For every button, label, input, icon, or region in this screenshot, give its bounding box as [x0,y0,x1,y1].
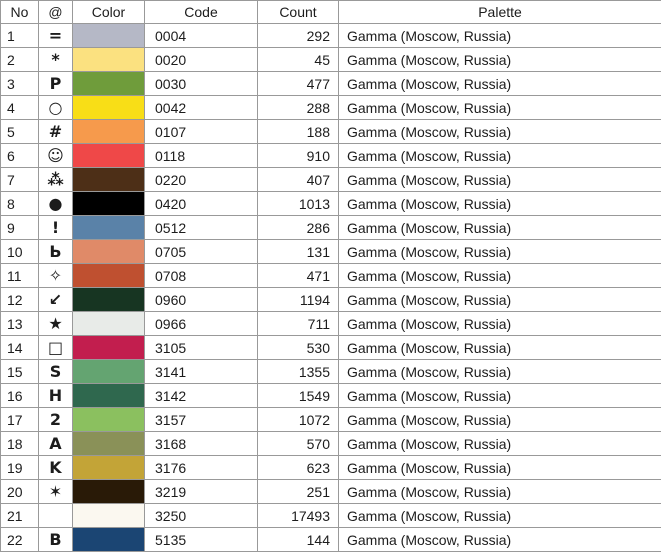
code-cell: 3105 [145,336,258,360]
count-cell: 477 [258,72,339,96]
symbol-cell: = [39,24,73,48]
code-cell: 0020 [145,48,258,72]
code-cell: 0042 [145,96,258,120]
palette-name-cell: Gamma (Moscow, Russia) [339,336,661,360]
table-row [1,96,661,120]
table-row [1,120,661,144]
table-row [1,456,661,480]
palette-name-cell: Gamma (Moscow, Russia) [339,288,661,312]
code-cell: 0705 [145,240,258,264]
symbol-cell: K [39,456,73,480]
count-cell: 570 [258,432,339,456]
symbol-cell: □ [39,336,73,360]
row-number-cell: 17 [1,408,39,432]
symbol-cell: ⁂ [39,168,73,192]
column-header-symbol: @ [39,1,73,24]
count-cell: 144 [258,528,339,552]
row-number-cell: 3 [1,72,39,96]
row-number-cell: 20 [1,480,39,504]
code-cell: 0420 [145,192,258,216]
code-cell: 5135 [145,528,258,552]
color-swatch-cell [73,312,145,336]
count-cell: 17493 [258,504,339,528]
palette-name-cell: Gamma (Moscow, Russia) [339,480,661,504]
code-cell: 0004 [145,24,258,48]
count-cell: 910 [258,144,339,168]
palette-name-cell: Gamma (Moscow, Russia) [339,216,661,240]
palette-name-cell: Gamma (Moscow, Russia) [339,72,661,96]
code-cell: 3157 [145,408,258,432]
header-row [1,1,661,24]
palette-name-cell: Gamma (Moscow, Russia) [339,168,661,192]
row-number-cell: 12 [1,288,39,312]
column-header-count: Count [258,1,339,24]
code-cell: 3142 [145,384,258,408]
code-cell: 0966 [145,312,258,336]
palette-name-cell: Gamma (Moscow, Russia) [339,528,661,552]
symbol-cell: H [39,384,73,408]
count-cell: 407 [258,168,339,192]
table-row [1,408,661,432]
row-number-cell: 7 [1,168,39,192]
color-swatch-cell [73,384,145,408]
row-number-cell: 11 [1,264,39,288]
symbol-cell: ! [39,216,73,240]
palette-name-cell: Gamma (Moscow, Russia) [339,408,661,432]
count-cell: 623 [258,456,339,480]
row-number-cell: 16 [1,384,39,408]
palette-name-cell: Gamma (Moscow, Russia) [339,240,661,264]
symbol-cell: ● [39,192,73,216]
table-row [1,336,661,360]
color-swatch-cell [73,72,145,96]
row-number-cell: 15 [1,360,39,384]
color-swatch-cell [73,528,145,552]
symbol-cell: ↙ [39,288,73,312]
table-row [1,72,661,96]
symbol-cell: P [39,72,73,96]
palette-table-body [1,24,661,552]
table-header [1,1,661,24]
row-number-cell: 2 [1,48,39,72]
color-swatch-cell [73,48,145,72]
count-cell: 711 [258,312,339,336]
table-row [1,480,661,504]
count-cell: 45 [258,48,339,72]
palette-name-cell: Gamma (Moscow, Russia) [339,48,661,72]
table-row [1,48,661,72]
count-cell: 288 [258,96,339,120]
palette-name-cell: Gamma (Moscow, Russia) [339,432,661,456]
symbol-cell: # [39,120,73,144]
row-number-cell: 4 [1,96,39,120]
color-swatch-cell [73,336,145,360]
count-cell: 1194 [258,288,339,312]
table-row [1,144,661,168]
symbol-cell: * [39,48,73,72]
count-cell: 251 [258,480,339,504]
symbol-cell: ○ [39,96,73,120]
table-row [1,312,661,336]
table-row [1,24,661,48]
palette-name-cell: Gamma (Moscow, Russia) [339,504,661,528]
count-cell: 188 [258,120,339,144]
code-cell: 0220 [145,168,258,192]
color-swatch-cell [73,24,145,48]
code-cell: 0960 [145,288,258,312]
count-cell: 471 [258,264,339,288]
code-cell: 0512 [145,216,258,240]
symbol-cell: ✶ [39,480,73,504]
palette-name-cell: Gamma (Moscow, Russia) [339,96,661,120]
code-cell: 3176 [145,456,258,480]
code-cell: 3250 [145,504,258,528]
symbol-cell: S [39,360,73,384]
color-swatch-cell [73,192,145,216]
row-number-cell: 14 [1,336,39,360]
code-cell: 3168 [145,432,258,456]
symbol-cell: B [39,528,73,552]
code-cell: 3219 [145,480,258,504]
color-swatch-cell [73,120,145,144]
table-row [1,360,661,384]
table-row [1,192,661,216]
color-swatch-cell [73,96,145,120]
table-row [1,288,661,312]
row-number-cell: 21 [1,504,39,528]
row-number-cell: 18 [1,432,39,456]
table-row [1,264,661,288]
count-cell: 1013 [258,192,339,216]
count-cell: 530 [258,336,339,360]
color-swatch-cell [73,264,145,288]
count-cell: 131 [258,240,339,264]
column-header-palette: Palette [339,1,661,24]
palette-name-cell: Gamma (Moscow, Russia) [339,312,661,336]
column-header-color: Color [73,1,145,24]
color-swatch-cell [73,288,145,312]
code-cell: 3141 [145,360,258,384]
table-row [1,168,661,192]
row-number-cell: 1 [1,24,39,48]
row-number-cell: 13 [1,312,39,336]
symbol-cell: ✧ [39,264,73,288]
color-swatch-cell [73,144,145,168]
count-cell: 286 [258,216,339,240]
column-header-no: No [1,1,39,24]
count-cell: 292 [258,24,339,48]
palette-name-cell: Gamma (Moscow, Russia) [339,384,661,408]
color-swatch-cell [73,360,145,384]
code-cell: 0118 [145,144,258,168]
row-number-cell: 8 [1,192,39,216]
table-row [1,504,661,528]
count-cell: 1072 [258,408,339,432]
palette-name-cell: Gamma (Moscow, Russia) [339,456,661,480]
palette-name-cell: Gamma (Moscow, Russia) [339,264,661,288]
row-number-cell: 22 [1,528,39,552]
palette-name-cell: Gamma (Moscow, Russia) [339,144,661,168]
table-row [1,384,661,408]
row-number-cell: 19 [1,456,39,480]
symbol-cell: ★ [39,312,73,336]
color-swatch-cell [73,504,145,528]
code-cell: 0708 [145,264,258,288]
color-swatch-cell [73,480,145,504]
table-row [1,216,661,240]
color-swatch-cell [73,240,145,264]
symbol-cell [39,504,73,528]
palette-name-cell: Gamma (Moscow, Russia) [339,120,661,144]
row-number-cell: 10 [1,240,39,264]
color-swatch-cell [73,408,145,432]
row-number-cell: 5 [1,120,39,144]
code-cell: 0107 [145,120,258,144]
symbol-cell: A [39,432,73,456]
table-row [1,432,661,456]
row-number-cell: 6 [1,144,39,168]
row-number-cell: 9 [1,216,39,240]
color-swatch-cell [73,216,145,240]
count-cell: 1355 [258,360,339,384]
table-row [1,528,661,552]
symbol-cell: 2 [39,408,73,432]
count-cell: 1549 [258,384,339,408]
palette-name-cell: Gamma (Moscow, Russia) [339,360,661,384]
symbol-cell: Ь [39,240,73,264]
table-row [1,240,661,264]
symbol-cell: ☺ [39,144,73,168]
color-swatch-cell [73,456,145,480]
color-swatch-cell [73,432,145,456]
code-cell: 0030 [145,72,258,96]
palette-name-cell: Gamma (Moscow, Russia) [339,24,661,48]
palette-name-cell: Gamma (Moscow, Russia) [339,192,661,216]
color-swatch-cell [73,168,145,192]
column-header-code: Code [145,1,258,24]
